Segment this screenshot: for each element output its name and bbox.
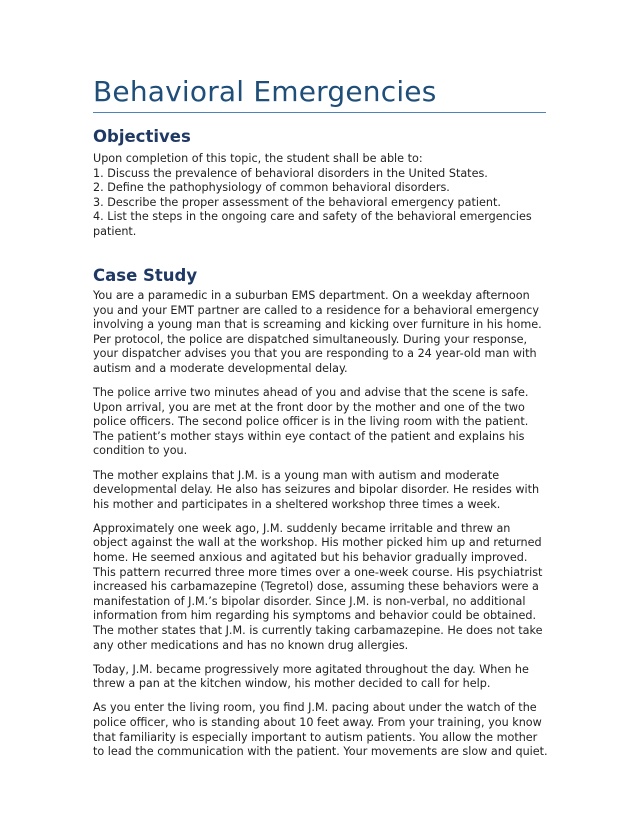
- case-paragraph-6: As you enter the living room, you find J.M. pacing about under the watch of the police officer, who is standing about 10 feet away. From your training, you know that familiarity is especially important to autism patients. You allow the mother to lead the communication with the patient. Your movements are slow and quiet.: [93, 701, 548, 759]
- objectives-intro: Upon completion of this topic, the student shall be able to:: [93, 152, 423, 165]
- objective-item-2: 2. Define the pathophysiology of common behavioral disorders.: [93, 181, 450, 195]
- case-paragraph-4: Approximately one week ago, J.M. suddenly became irritable and threw an object against the wall at the workshop. His mother picked him up and returned home. He seemed anxious and agitated but his behavior gradually improved. This pattern recurred three more times over a one-week course. His psychiatrist increased his carbamazepine (Tegretol) dose, assuming these behaviors were a manifestation of J.M.’s bipolar disorder. Since J.M. is non-verbal, no additional information from him regarding his symptoms and behavior could be obtained. The mother states that J.M. is currently taking carbamazepine. He does not take any other medications and has no known drug allergies.: [93, 521, 543, 652]
- objective-item-3: 3. Describe the proper assessment of the behavioral emergency patient.: [93, 195, 501, 209]
- objectives-section: [93, 152, 548, 240]
- case-study-section: [93, 289, 548, 769]
- objective-item-4: 4. List the steps in the ongoing care and safety of the behavioral emergencies patient.: [93, 210, 532, 238]
- objectives-heading: Objectives: [93, 127, 191, 146]
- case-paragraph-3: The mother explains that J.M. is a young man with autism and moderate developmental delay. He also has seizures and bipolar disorder. He resides with his mother and participates in a sheltered workshop three times a week.: [93, 468, 540, 511]
- title-underline-rule: [93, 112, 546, 113]
- case-paragraph-5: Today, J.M. became progressively more agitated throughout the day. When he threw a pan at the kitchen window, his mother decided to call for help.: [93, 662, 529, 691]
- case-paragraph-1: You are a paramedic in a suburban EMS department. On a weekday afternoon you and your EMT partner are called to a residence for a behavioral emergency involving a young man that is screaming and kicking over furniture in his home. Per protocol, the police are dispatched simultaneously. During your response, your dispatcher advises you that you are responding to a 24 year-old man with autism and a moderate developmental delay.: [93, 289, 542, 375]
- document-title: Behavioral Emergencies: [93, 75, 437, 108]
- case-study-heading: Case Study: [93, 266, 198, 285]
- case-paragraph-2: The police arrive two minutes ahead of you and advise that the scene is safe. Upon arrival, you are met at the front door by the mother and one of the two police officers. The second police officer is in the living room with the patient. The patient’s mother stays within eye contact of the patient and explains his condition to you.: [93, 386, 529, 458]
- objective-item-1: 1. Discuss the prevalence of behavioral disorders in the United States.: [93, 166, 488, 180]
